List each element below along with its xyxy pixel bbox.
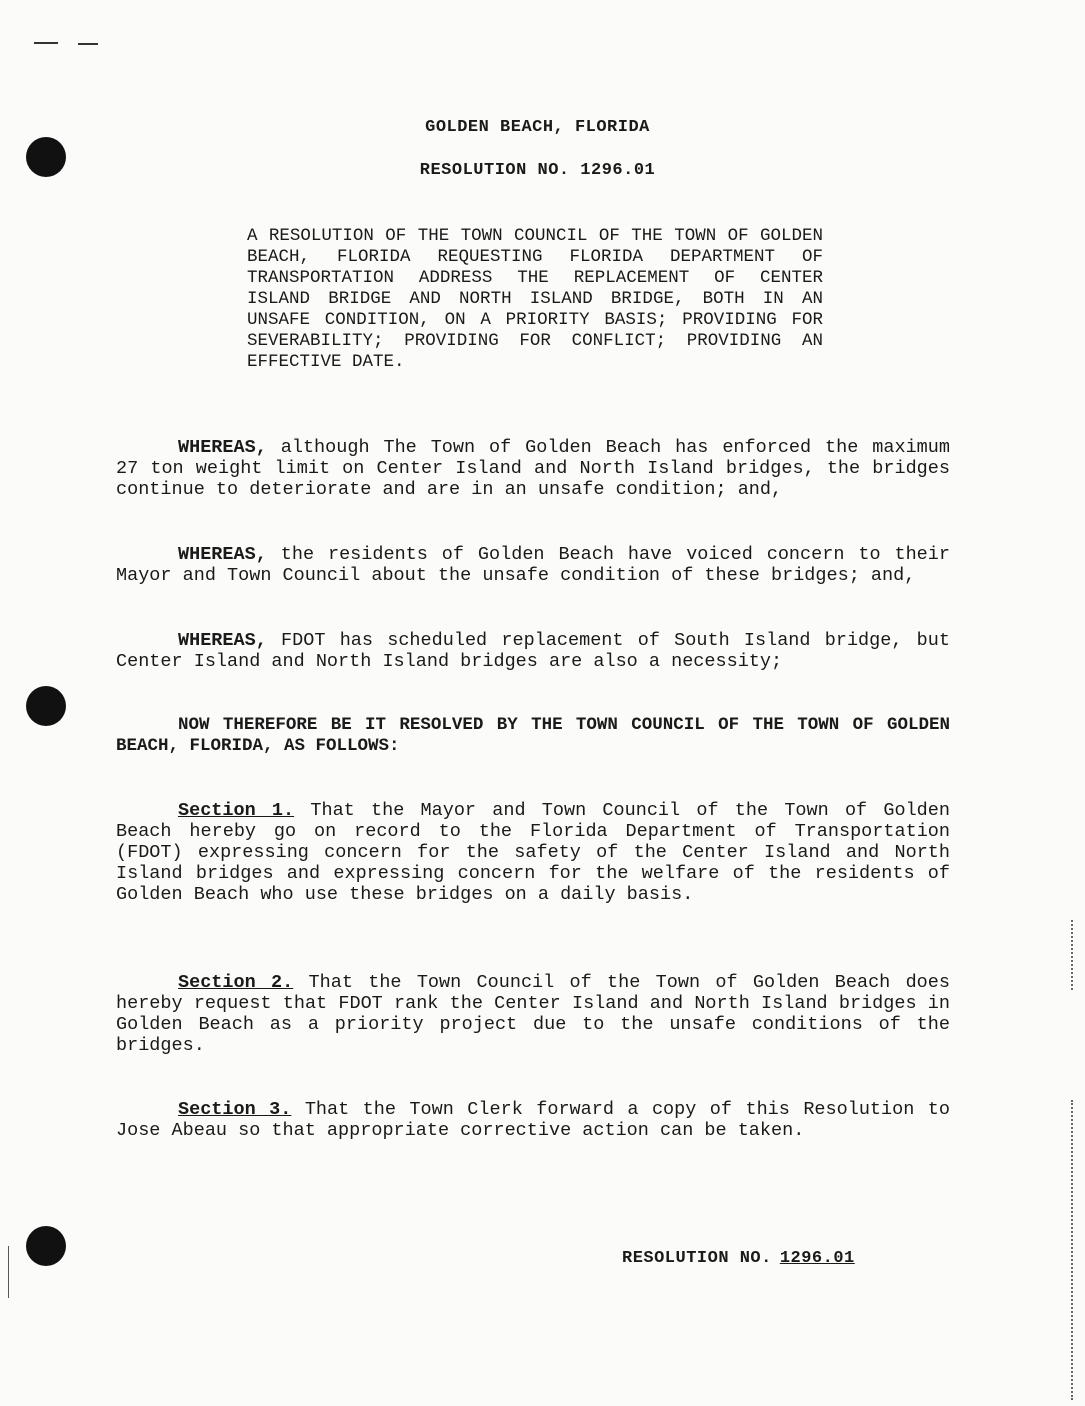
scan-mark-topleft [34, 42, 58, 44]
section-text: That the Mayor and Town Council of the Town of Golden Beach hereby go on record to the Florida Department of Transportation (FDOT) expressing concern for the safety of the Center Island and North Island bridges and expressing concern for the welfare of the residents of Golden Beach who use these bridges on a daily basis. [116, 800, 950, 905]
resolution-heading: RESOLUTION NO. 1296.01 [419, 161, 656, 180]
punch-hole-bottom [26, 1226, 66, 1266]
section-text: That the Town Council of the Town of Golden Beach does hereby request that FDOT rank the Center Island and North Island bridges in Golden Beach as a priority project due to the unsafe conditions of the bridges. [116, 972, 950, 1056]
footer-number: 1296.01 [779, 1249, 855, 1268]
section-2 [116, 972, 950, 1056]
whereas-text: the residents of Golden Beach have voiced concern to their Mayor and Town Council about the unsafe condition of these bridges; and, [116, 544, 950, 586]
whereas-clause-1 [116, 437, 950, 500]
whereas-clause-2 [116, 544, 950, 586]
punch-hole-middle [26, 686, 66, 726]
section-label: Section 1. [178, 800, 295, 821]
resolution-title: A RESOLUTION OF THE TOWN COUNCIL OF THE TOWN OF GOLDEN BEACH, FLORIDA REQUESTING FLORIDA DEPARTMENT OF TRANSPORTATION ADDRESS THE REPLACEMENT OF CENTER ISLAND BRIDGE AND NORTH ISLAND BRIDGE, BOTH IN AN UNSAFE CONDITION, ON A PRIORITY BASIS; PROVIDING FOR SEVERABILITY; PROVIDING FOR CONFLICT; PROVIDING AN EFFECTIVE DATE. [247, 226, 823, 372]
whereas-text: FDOT has scheduled replacement of South Island bridge, but Center Island and North Island bridges are also a necessity; [116, 630, 950, 672]
margin-line [8, 1246, 9, 1298]
section-label: Section 2. [178, 972, 294, 993]
whereas-keyword: WHEREAS, [178, 437, 267, 458]
whereas-keyword: WHEREAS, [178, 544, 267, 565]
resolved-clause [116, 715, 950, 757]
resolved-text: NOW THEREFORE BE IT RESOLVED BY THE TOWN COUNCIL OF THE TOWN OF GOLDEN BEACH, FLORIDA, AS FOLLOWS: [116, 715, 950, 756]
section-text: That the Town Clerk forward a copy of this Resolution to Jose Abeau so that appropriate corrective action can be taken. [116, 1099, 950, 1141]
footer-resolution-number [622, 1249, 883, 1268]
whereas-keyword: WHEREAS, [178, 630, 267, 651]
scan-mark-topleft-2 [78, 43, 98, 45]
footer-label: RESOLUTION NO. [622, 1249, 772, 1268]
edge-artifact-right-1 [1071, 920, 1075, 990]
section-label: Section 3. [178, 1099, 292, 1120]
whereas-text: although The Town of Golden Beach has enforced the maximum 27 ton weight limit on Center Island and North Island bridges, the bridges continue to deteriorate and are in an unsafe condition; and, [116, 437, 950, 500]
section-1 [116, 800, 950, 905]
whereas-clause-3 [116, 630, 950, 672]
edge-artifact-right-2 [1071, 1100, 1075, 1400]
town-heading: GOLDEN BEACH, FLORIDA [425, 118, 650, 137]
section-3 [116, 1099, 950, 1141]
